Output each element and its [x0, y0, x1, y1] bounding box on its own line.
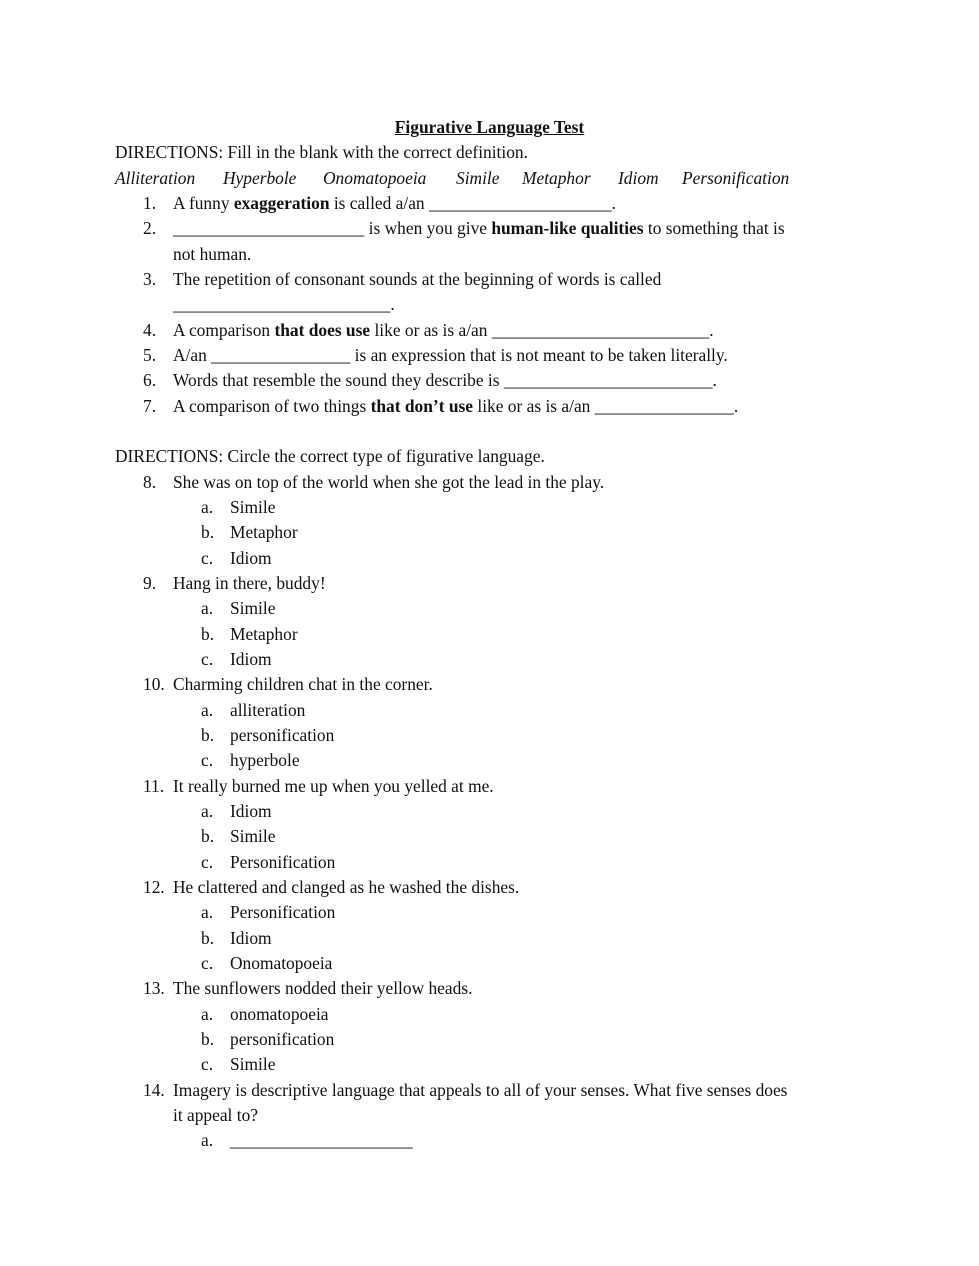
word-bank-item: Personification: [682, 168, 790, 188]
option-letter: a.: [201, 902, 214, 922]
word-bank-item: Alliteration: [115, 168, 196, 188]
option-label[interactable]: Metaphor: [230, 522, 298, 542]
directions-circle: DIRECTIONS: Circle the correct type of figurative language.: [115, 446, 545, 466]
question-number: 10.: [143, 674, 165, 694]
question-3: The repetition of consonant sounds at the beginning of words is called: [173, 269, 662, 289]
question-11: It really burned me up when you yelled at me.: [173, 776, 494, 796]
option-label[interactable]: onomatopoeia: [230, 1004, 329, 1024]
question-12: He clattered and clanged as he washed the dishes.: [173, 877, 520, 897]
option-label[interactable]: personification: [230, 1029, 335, 1049]
option-letter: a.: [201, 801, 214, 821]
option-label[interactable]: Simile: [230, 497, 276, 517]
option-label[interactable]: Idiom: [230, 649, 272, 669]
word-bank-item: Metaphor: [522, 168, 591, 188]
option-letter: b.: [201, 928, 215, 948]
option-letter: b.: [201, 1029, 215, 1049]
word-bank-item: Simile: [456, 168, 500, 188]
question-number: 13.: [143, 978, 165, 998]
question-number: 9.: [143, 573, 157, 593]
question-14-continued: it appeal to?: [173, 1105, 258, 1125]
question-number: 8.: [143, 472, 157, 492]
question-number: 6.: [143, 370, 157, 390]
question-number: 2.: [143, 218, 157, 238]
question-number: 14.: [143, 1080, 165, 1100]
question-3-blank: _________________________.: [173, 294, 395, 314]
question-number: 3.: [143, 269, 157, 289]
option-letter: c.: [201, 548, 214, 568]
question-2: ______________________ is when you give human-like qualities to something that is: [173, 218, 785, 238]
option-label[interactable]: Idiom: [230, 548, 272, 568]
option-letter: a.: [201, 598, 214, 618]
question-8: She was on top of the world when she got the lead in the play.: [173, 472, 605, 492]
question-number: 1.: [143, 193, 157, 213]
question-number: 5.: [143, 345, 157, 365]
option-label[interactable]: hyperbole: [230, 750, 300, 770]
question-number: 7.: [143, 396, 157, 416]
option-label[interactable]: Personification: [230, 902, 336, 922]
option-label[interactable]: Simile: [230, 826, 276, 846]
word-bank-item: Onomatopoeia: [323, 168, 427, 188]
option-letter: b.: [201, 624, 215, 644]
question-7: A comparison of two things that don’t use like or as is a/an ________________.: [173, 396, 739, 416]
question-13: The sunflowers nodded their yellow heads.: [173, 978, 473, 998]
option-label[interactable]: alliteration: [230, 700, 306, 720]
question-1: A funny exaggeration is called a/an _____________________.: [173, 193, 616, 213]
option-letter: b.: [201, 522, 215, 542]
option-letter: b.: [201, 725, 215, 745]
question-number: 4.: [143, 320, 157, 340]
option-letter: b.: [201, 826, 215, 846]
option-label[interactable]: Onomatopoeia: [230, 953, 333, 973]
option-letter: c.: [201, 852, 214, 872]
option-label[interactable]: Personification: [230, 852, 336, 872]
word-bank-item: Idiom: [618, 168, 659, 188]
option-label[interactable]: Simile: [230, 598, 276, 618]
option-label[interactable]: Idiom: [230, 801, 272, 821]
question-number: 11.: [143, 776, 165, 796]
word-bank-item: Hyperbole: [223, 168, 297, 188]
question-5: A/an ________________ is an expression that is not meant to be taken literally.: [173, 345, 728, 365]
option-letter: c.: [201, 953, 214, 973]
option-label[interactable]: Idiom: [230, 928, 272, 948]
question-14: Imagery is descriptive language that appeals to all of your senses. What five senses does: [173, 1080, 788, 1100]
option-label[interactable]: Metaphor: [230, 624, 298, 644]
option-label[interactable]: personification: [230, 725, 335, 745]
question-4: A comparison that does use like or as is a/an _________________________.: [173, 320, 714, 340]
question-9: Hang in there, buddy!: [173, 573, 326, 593]
answer-blank[interactable]: _____________________: [230, 1130, 413, 1150]
directions-fill-in: DIRECTIONS: Fill in the blank with the correct definition.: [115, 142, 528, 162]
option-label[interactable]: Simile: [230, 1054, 276, 1074]
page-title: Figurative Language Test: [394, 117, 585, 137]
option-letter: a.: [201, 700, 214, 720]
option-letter: a.: [201, 1130, 214, 1150]
option-letter: c.: [201, 1054, 214, 1074]
question-2-continued: not human.: [173, 244, 252, 264]
question-6: Words that resemble the sound they describe is ________________________.: [173, 370, 717, 390]
question-number: 12.: [143, 877, 165, 897]
question-10: Charming children chat in the corner.: [173, 674, 433, 694]
option-letter: a.: [201, 1004, 214, 1024]
option-letter: c.: [201, 750, 214, 770]
option-letter: a.: [201, 497, 214, 517]
option-letter: c.: [201, 649, 214, 669]
